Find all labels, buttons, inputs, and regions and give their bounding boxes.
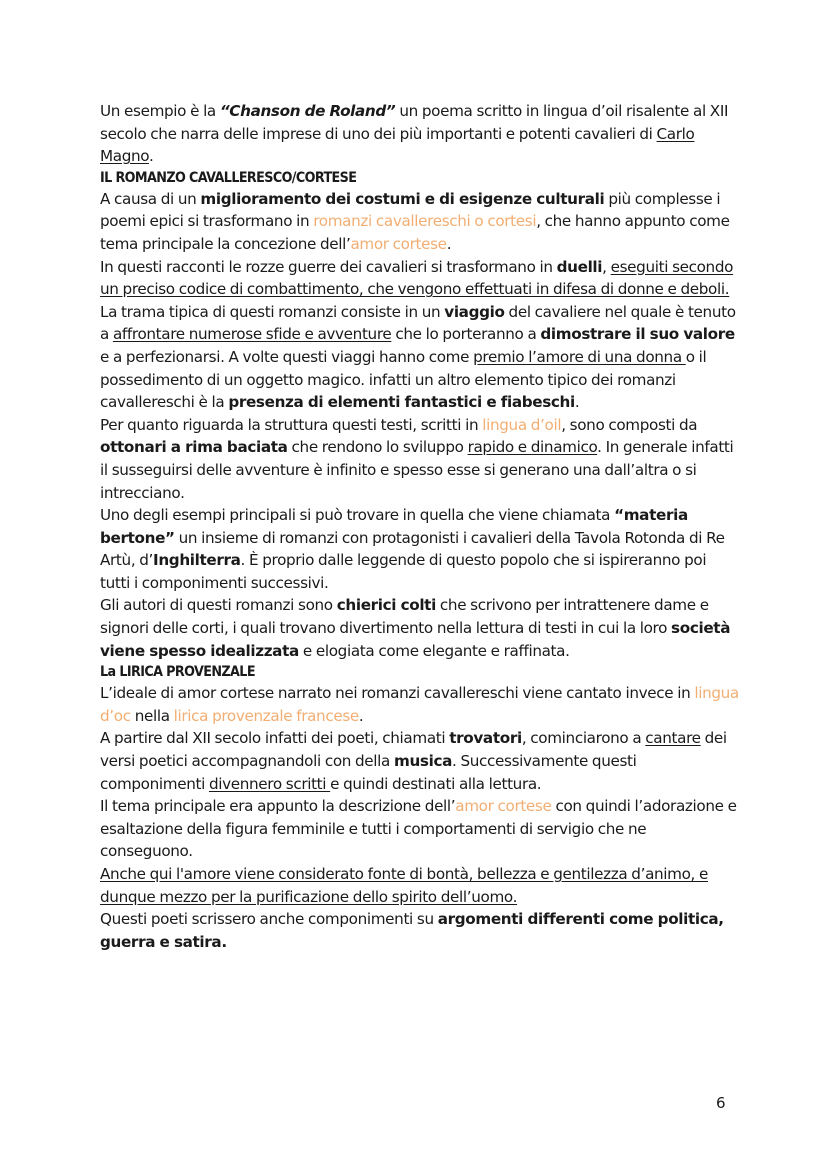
text: che lo porteranno a <box>391 325 541 344</box>
document-page <box>100 100 740 953</box>
text: . <box>358 706 364 725</box>
text: del cavaliere nel quale è tenuto a <box>100 302 736 344</box>
paragraph <box>100 795 740 863</box>
text: A causa di un <box>100 189 201 208</box>
paragraph <box>100 682 740 727</box>
text: Il tema principale era appunto la descrizione dell’ <box>100 797 456 816</box>
underlined-text: divennero scritti <box>208 774 331 793</box>
text: , sono composti da <box>561 415 698 434</box>
paragraph <box>100 727 740 795</box>
bold-text: musica <box>393 752 453 771</box>
section-heading-lirica: La LIRICA PROVENZALE <box>100 664 255 681</box>
text: A partire dal XII secolo infatti dei poeti, chiamati <box>100 729 450 748</box>
bold-text: “materia bertone” <box>100 506 688 547</box>
bold-text: società viene spesso idealizzata <box>100 619 731 660</box>
text: . <box>446 234 452 253</box>
bold-text: trovatori <box>449 729 522 748</box>
underlined-text: Carlo Magno <box>100 124 695 166</box>
underlined-text: premio l’amore di una donna <box>473 347 686 366</box>
bold-text: presenza di elementi fantastici e fiabeschi <box>228 393 575 412</box>
bold-text: viaggio <box>444 302 505 321</box>
underlined-text: eseguiti secondo un preciso codice di combattimento, che vengono effettuati in difesa di donne e deboli. <box>100 257 734 299</box>
section-heading-romanzo: IL ROMANZO CAVALLERESCO/CORTESE <box>100 169 357 186</box>
bold-text: duelli <box>556 257 603 276</box>
text: , <box>602 257 611 276</box>
text: più complesse i poemi epici si trasformano in <box>100 189 721 231</box>
bold-text: chierici colti <box>336 596 436 615</box>
text: Uno degli esempi principali si può trovare in quella che viene chiamata <box>100 506 615 525</box>
underlined-text: affrontare numerose sfide e avventure <box>112 325 392 344</box>
text: e elogiata come elegante e raffinata. <box>298 641 570 660</box>
text: L’ideale di amor cortese narrato nei romanzi cavallereschi viene cantato invece in <box>100 684 695 703</box>
text: In questi racconti le rozze guerre dei cavalieri si trasformano in <box>100 257 557 276</box>
text: e a perfezionarsi. A volte questi viaggi hanno come <box>100 347 474 366</box>
text: che rendono lo sviluppo <box>287 438 468 457</box>
text: . <box>574 393 580 412</box>
highlight-text: romanzi cavallereschi o cortesi <box>313 212 537 231</box>
paragraph <box>100 256 740 301</box>
bold-text: miglioramento dei costumi e di esigenze culturali <box>200 189 605 208</box>
work-title: “Chanson de Roland” <box>219 102 396 120</box>
paragraph <box>100 863 740 908</box>
bold-text: argomenti differenti come politica, guerra e satira. <box>100 910 724 951</box>
paragraph <box>100 188 740 256</box>
text: o il possedimento di un oggetto magico. infatti un altro elemento tipico dei romanzi cavallereschi è la <box>100 347 707 412</box>
text: , cominciarono a <box>521 729 646 748</box>
text: Gli autori di questi romanzi sono <box>100 596 337 615</box>
text: Per quanto riguarda la struttura questi testi, scritti in <box>100 415 483 434</box>
highlight-text: lingua d’oil <box>482 415 562 434</box>
text: . <box>148 147 154 166</box>
text: e quindi destinati alla lettura. <box>330 774 542 793</box>
text: che scrivono per intrattenere dame e signori delle corti, i quali trovano divertimento nella lettura di testi in cui la loro <box>100 596 709 638</box>
page-number: 6 <box>716 1094 726 1112</box>
paragraph <box>100 301 740 414</box>
text: . Successivamente questi componimenti <box>100 752 637 793</box>
bold-text: dimostrare il suo valore <box>540 325 735 344</box>
text: Un esempio è la <box>100 102 220 120</box>
highlight-text: lirica provenzale francese <box>173 706 359 725</box>
underlined-text: Anche qui l'amore viene considerato fonte di bontà, bellezza e gentilezza d’animo, e dunque mezzo per la purificazione dello spirito dell’uomo. <box>100 865 709 906</box>
paragraph <box>100 504 740 594</box>
underlined-text: cantare <box>645 729 701 748</box>
text: un poema scritto in lingua d’oil risalente al XII secolo che narra delle imprese di uno dei più importanti e potenti cavalieri di <box>100 102 729 143</box>
paragraph <box>100 594 740 662</box>
bold-text: ottonari a rima baciata <box>100 438 288 457</box>
text: dei versi poetici accompagnandoli con della <box>100 729 727 771</box>
text: un insieme di romanzi con protagonisti i cavalieri della Tavola Rotonda di Re Artù, d’ <box>100 528 725 570</box>
intro-paragraph <box>100 100 740 168</box>
text: Questi poeti scrissero anche componimenti su <box>100 910 438 929</box>
paragraph <box>100 908 740 953</box>
text: nella <box>130 706 174 725</box>
text: La trama tipica di questi romanzi consiste in un <box>100 302 445 321</box>
text: con quindi l’adorazione e esaltazione della figura femminile e tutti i comportamenti di servigio che ne conseguono. <box>100 797 737 861</box>
underlined-text: rapido e dinamico <box>467 438 598 457</box>
highlight-text: amor cortese <box>455 797 552 816</box>
text: . In generale infatti il susseguirsi delle avventure è infinito e spesso esse si generano una dall’altra o si intrecciano. <box>100 438 734 502</box>
bold-text: Inghilterra <box>153 551 241 570</box>
text: , che hanno appunto come tema principale la concezione dell’ <box>100 212 730 253</box>
highlight-text: lingua d’oc <box>100 684 739 725</box>
highlight-text: amor cortese <box>350 234 447 253</box>
paragraph <box>100 414 740 504</box>
text: . È proprio dalle leggende di questo popolo che si ispireranno poi tutti i componimenti successivi. <box>100 551 707 592</box>
